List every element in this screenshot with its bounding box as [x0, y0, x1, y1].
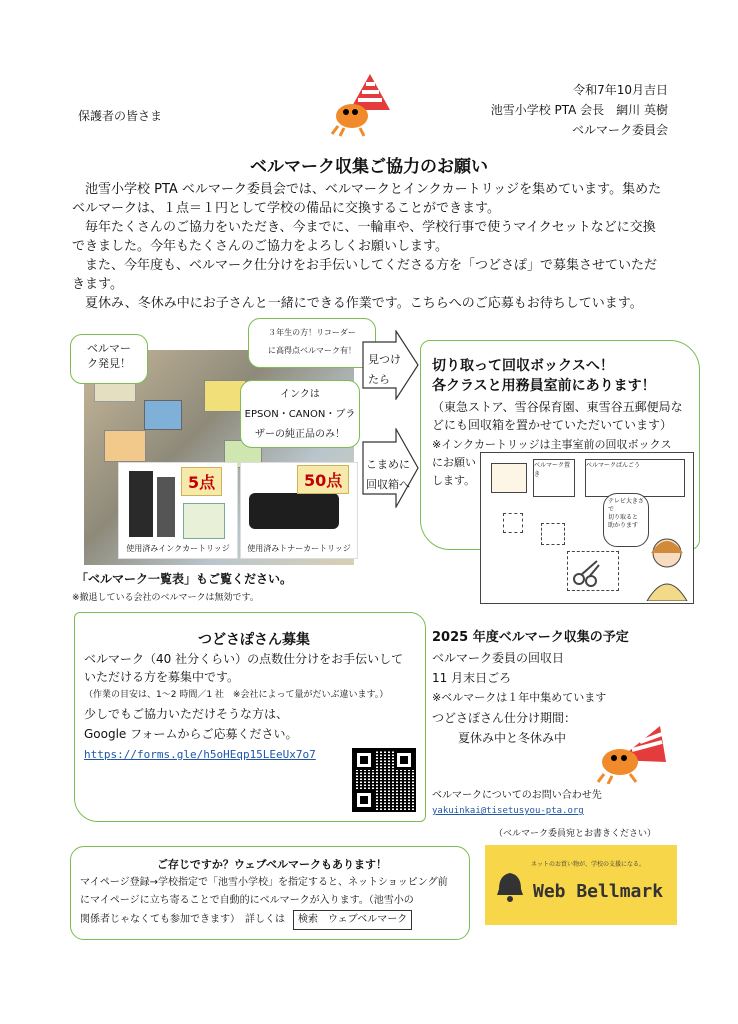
toner-caption: 使用済みトナーカートリッジ — [247, 544, 351, 553]
contact-label: ベルマークについてのお問い合わせ先 — [432, 790, 602, 801]
arrow-text-found — [368, 350, 401, 390]
web-bellmark-logo[interactable] — [485, 845, 677, 925]
bubble-text: に高得点ベルマーク有！ — [268, 346, 356, 355]
intro-paragraph — [72, 180, 682, 313]
bellmark-clipping — [104, 430, 146, 462]
points-badge-5: 5点 — [181, 467, 222, 496]
collect-title-1: 切り取って回収ボックスへ！ — [432, 358, 614, 374]
scissors-icon — [573, 557, 603, 587]
bellmark-clipping — [144, 400, 182, 430]
ink-cartridge-photo — [118, 462, 238, 559]
bubble-ink — [240, 380, 360, 448]
schedule-line: ※ベルマークは１年中集めています — [432, 691, 607, 704]
collect-body-line: （東急ストア、雪谷保育園、東雪谷五郵便局な — [432, 400, 683, 414]
intro-line: きます。 — [72, 277, 123, 292]
arrow-text: たら — [368, 373, 390, 386]
tsudosapo-line: Google フォームからご応募ください。 — [84, 727, 298, 741]
sorting-illustration — [480, 452, 694, 604]
tsudosapo-line: （作業の目安は、1～2 時間／1 社 ※会社によって量がだいぶ違います。） — [84, 690, 389, 700]
letter-date: 令和7年10月吉日 — [573, 83, 668, 97]
bubble-text: ザーの純正品のみ！ — [255, 429, 345, 440]
bellmark-tray — [491, 463, 527, 493]
ink-cartridge-image — [157, 477, 175, 537]
arrow-text: 回収箱へ — [366, 478, 410, 491]
arrow-text: こまめに — [366, 458, 410, 471]
ink-cartridge-image — [129, 471, 153, 537]
bubble-recorder — [248, 318, 376, 368]
schedule-line: 11 月末日ごろ — [432, 671, 512, 685]
speech-text: テレビ大きさで — [608, 498, 644, 513]
web-bellmark-text: 関係者じゃなくても参加できます） 詳しくは — [80, 914, 285, 925]
contact-note: （ベルマーク委員宛とお書きください） — [494, 829, 657, 839]
contact-email[interactable]: yakuinkai@tisetusyou-pta.org — [432, 806, 584, 816]
intro-line: 毎年たくさんのご協力をいただき、今までに、一輪車や、学校行事で使うマイクセットなどに交換 — [72, 220, 656, 235]
intro-line: 夏休み、冬休み中にお子さんと一緒にできる作業です。こちらへのご応募もお待ちしています。 — [72, 296, 643, 311]
collect-title-2: 各クラスと用務員室前にあります！ — [432, 378, 656, 394]
web-bellmark-line: にマイページに立ち寄ることで自動的にベルマークが入ります。（池雪小の — [80, 895, 414, 906]
list-note: 「ベルマーク一覧表」もご覧ください。 — [76, 572, 293, 586]
arrow-text-collect — [366, 455, 410, 495]
tsudosapo-title: つどさぽさん募集 — [198, 632, 310, 648]
schedule-title: 2025 年度ベルマーク収集の予定 — [432, 630, 629, 645]
bubble-text: ３年生の方！リコーダー — [268, 328, 356, 337]
bubble-text: インクは — [280, 389, 320, 400]
bell-icon — [493, 869, 527, 903]
bellmark-tray — [533, 459, 575, 497]
collect-body-line: どにも回収箱を置かせていただいています） — [432, 418, 673, 432]
schedule-line: 夏休み中と冬休み中 — [458, 731, 567, 745]
google-form-link[interactable]: https://forms.gle/h5oHEqp15LEeUx7o7 — [84, 748, 316, 761]
list-sub-note: ※撤退している会社のベルマークは無効です。 — [72, 593, 259, 603]
search-text: ウェブベルマーク — [328, 914, 408, 925]
bubble-text: EPSON・CANON・ブラ — [244, 409, 356, 420]
recipient: 保護者の皆さま — [78, 109, 163, 123]
bellmark-tray — [585, 459, 685, 497]
tsudosapo-line: いただける方を募集中です。 — [84, 670, 240, 684]
bubble-text: ク発見！ — [87, 357, 131, 370]
collect-note-line: ※インクカートリッジは主事室前の回収ボックス — [432, 438, 672, 451]
speech-text: 切り取ると — [608, 514, 639, 521]
web-bellmark-title: ご存じですか？ウェブベルマークもあります！ — [156, 858, 388, 871]
collect-note-line: にお願い — [432, 456, 476, 469]
hermit-crab-mascot — [596, 716, 676, 784]
search-label: 検索 — [298, 914, 318, 925]
toner-cartridge-photo — [240, 462, 358, 559]
tsudosapo-line: 少しでもご協力いただけそうな方は、 — [84, 707, 289, 721]
ink-caption: 使用済みインクカートリッジ — [126, 544, 230, 553]
logo-name: Web Bellmark — [533, 881, 664, 902]
schedule-line: ベルマーク委員の回収日 — [432, 651, 565, 665]
hermit-crab-mascot — [330, 70, 398, 138]
collect-note-line: します。 — [432, 474, 476, 487]
sender-committee: ベルマーク委員会 — [571, 123, 668, 137]
web-bellmark-line: マイページ登録→学校指定で「池雪小学校」を指定すると、ネットショッピング前 — [80, 877, 448, 888]
intro-line: また、今年度も、ベルマーク仕分けをお手伝いしてくださる方を「つどさぽ」で募集させていただ — [72, 258, 658, 273]
tray-label: ベルマーク置き — [534, 462, 571, 478]
speech-text: 助かります — [608, 522, 639, 529]
bellmark-clipping — [503, 513, 523, 533]
person-icon — [641, 533, 691, 601]
tsudosapo-line: ベルマーク（40 社分くらい）の点数仕分けをお手伝いして — [84, 652, 404, 666]
search-box[interactable] — [293, 910, 412, 930]
qr-code[interactable] — [352, 748, 416, 812]
intro-line: できました。今年もたくさんのご協力をよろしくお願いします。 — [72, 239, 448, 254]
web-bellmark-line — [80, 910, 464, 930]
intro-line: ベルマークは、１点＝１円として学校の備品に交換することができます。 — [72, 201, 500, 216]
schedule-line: つどさぽさん仕分け期間： — [432, 711, 577, 725]
points-badge-50: 50点 — [297, 465, 349, 494]
sender-name: 池雪小学校 PTA 会長 網川 英樹 — [490, 103, 668, 117]
arrow-text: 見つけ — [368, 353, 401, 366]
page-title: ベルマーク収集ご協力のお願い — [250, 157, 488, 177]
toner-cartridge-image — [249, 493, 339, 529]
bellmark-clipping — [541, 523, 565, 545]
intro-line: 池雪小学校 PTA ベルマーク委員会では、ベルマークとインクカートリッジを集めています。集めた — [72, 182, 662, 197]
ink-package-image — [183, 503, 225, 539]
bubble-text: ベルマー — [87, 342, 131, 355]
bubble-found — [70, 334, 148, 384]
tray-label: ベルマークばんごう — [586, 462, 641, 469]
logo-tagline: ネットのお買い物が、学校の支援になる。 — [531, 861, 646, 868]
